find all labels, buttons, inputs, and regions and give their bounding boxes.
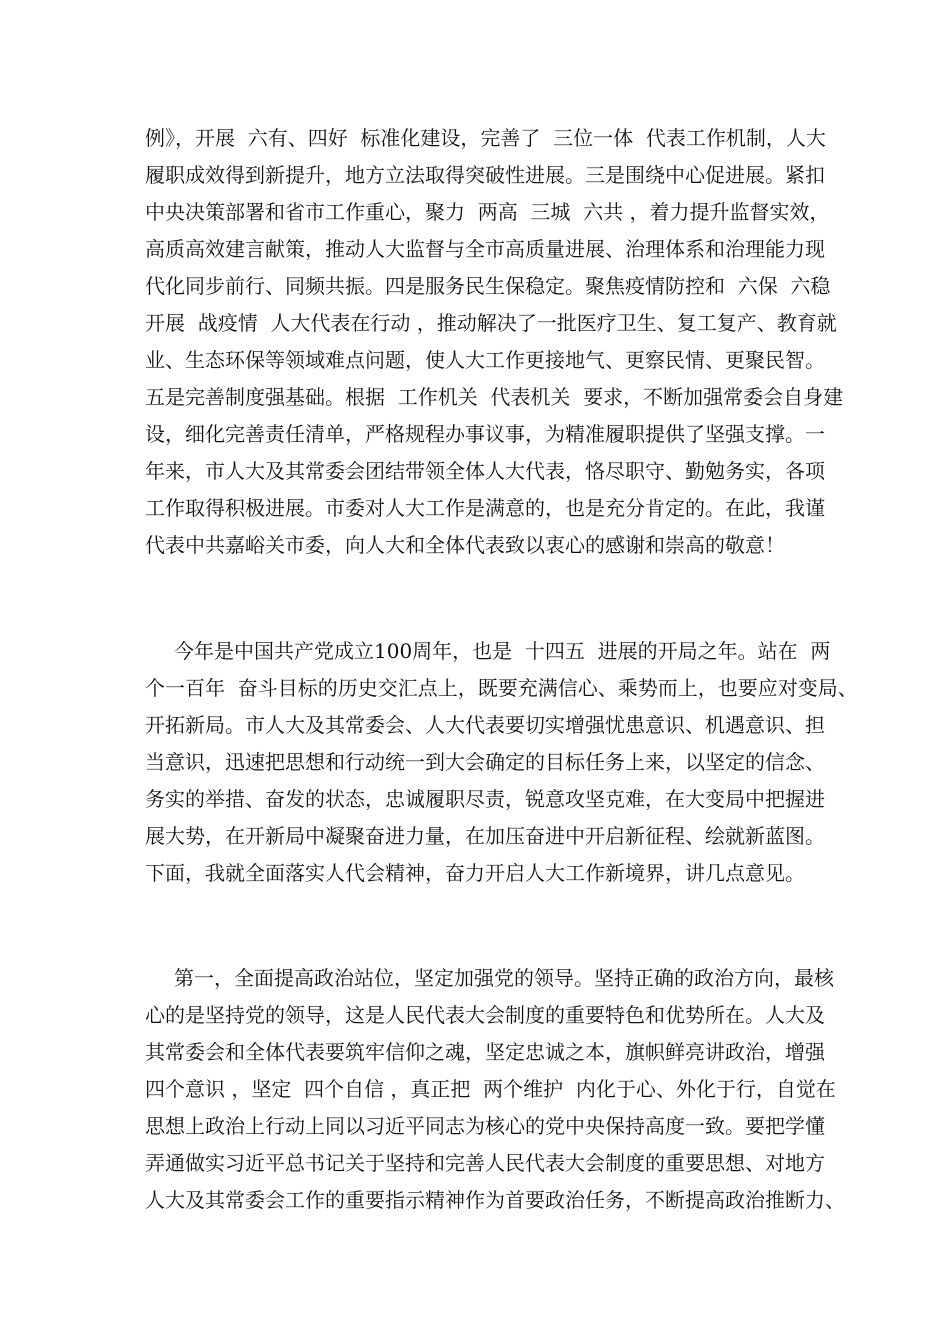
text-line: 心的是坚持党的领导，这是人民代表大会制度的重要特色和优势所在。人大及	[145, 1003, 825, 1027]
text-line: 人大及其常委会工作的重要指示精神作为首要政治任务，不断提高政治推断力、	[145, 1188, 845, 1212]
text-line: 思想上政治上行动上同以习近平同志为核心的党中央保持高度一致。要把学懂	[145, 1114, 825, 1138]
text-line: 五是完善制度强基础。根据 工作机关 代表机关 要求，不断加强常委会自身建	[145, 385, 844, 409]
text-line: 今年是中国共产党成立100周年，也是 十四五 进展的开局之年。站在 两	[174, 639, 831, 663]
text-line: 展大势，在开新局中凝聚奋进力量，在加压奋进中开启新征程、绘就新蓝图。	[145, 824, 825, 848]
text-line: 开展 战疫情 人大代表在行动 ，推动解决了一批医疗卫生、复工复产、教育就	[145, 311, 837, 335]
text-line: 弄通做实习近平总书记关于坚持和完善人民代表大会制度的重要思想、对地方	[145, 1151, 825, 1175]
text-line: 开拓新局。市人大及其常委会、人大代表要切实增强忧患意识、机遇意识、担	[145, 713, 825, 737]
text-line: 四个意识 ，坚定 四个自信 ，真正把 两个维护 内化于心、外化于行，自觉在	[145, 1077, 836, 1101]
text-line: 工作取得积极进展。市委对人大工作是满意的，也是充分肯定的。在此，我谨	[145, 496, 825, 520]
text-line: 下面，我就全面落实人代会精神，奋力开启人大工作新境界，讲几点意见。	[145, 861, 805, 885]
text-line: 个一百年 奋斗目标的历史交汇点上，既要充满信心、乘势而上，也要应对变局、	[145, 676, 858, 700]
text-line: 中央决策部署和省市工作重心，聚力 两高 三城 六共 ，着力提升监督实效，	[145, 200, 830, 224]
text-line: 例》，开展 六有、四好 标准化建设，完善了 三位一体 代表工作机制，人大	[145, 126, 826, 150]
text-line: 其常委会和全体代表要筑牢信仰之魂，坚定忠诚之本，旗帜鲜亮讲政治，增强	[145, 1040, 825, 1064]
text-line: 设，细化完善责任清单，严格规程办事议事，为精准履职提供了坚强支撑。一	[145, 422, 825, 446]
text-line: 履职成效得到新提升，地方立法取得突破性进展。三是围绕中心促进展。紧扣	[145, 163, 825, 187]
text-line: 务实的举措、奋发的状态，忠诚履职尽责，锐意攻坚克难，在大变局中把握进	[145, 787, 825, 811]
text-line: 代化同步前行、同频共振。四是服务民生保稳定。聚焦疫情防控和 六保 六稳	[145, 274, 831, 298]
text-line: 业、生态环保等领域难点问题，使人大工作更接地气、更察民情、更聚民智。	[145, 348, 825, 372]
text-line: 代表中共嘉峪关市委，向人大和全体代表致以衷心的感谢和崇高的敬意！	[145, 533, 785, 557]
text-line: 高质高效建言献策，推动人大监督与全市高质量进展、治理体系和治理能力现	[145, 237, 825, 261]
text-line: 第一，全面提高政治站位，坚定加强党的领导。坚持正确的政治方向，最核	[174, 966, 834, 990]
text-line: 年来，市人大及其常委会团结带领全体人大代表，恪尽职守、勤勉务实，各项	[145, 459, 825, 483]
text-line: 当意识，迅速把思想和行动统一到大会确定的目标任务上来，以坚定的信念、	[145, 750, 825, 774]
